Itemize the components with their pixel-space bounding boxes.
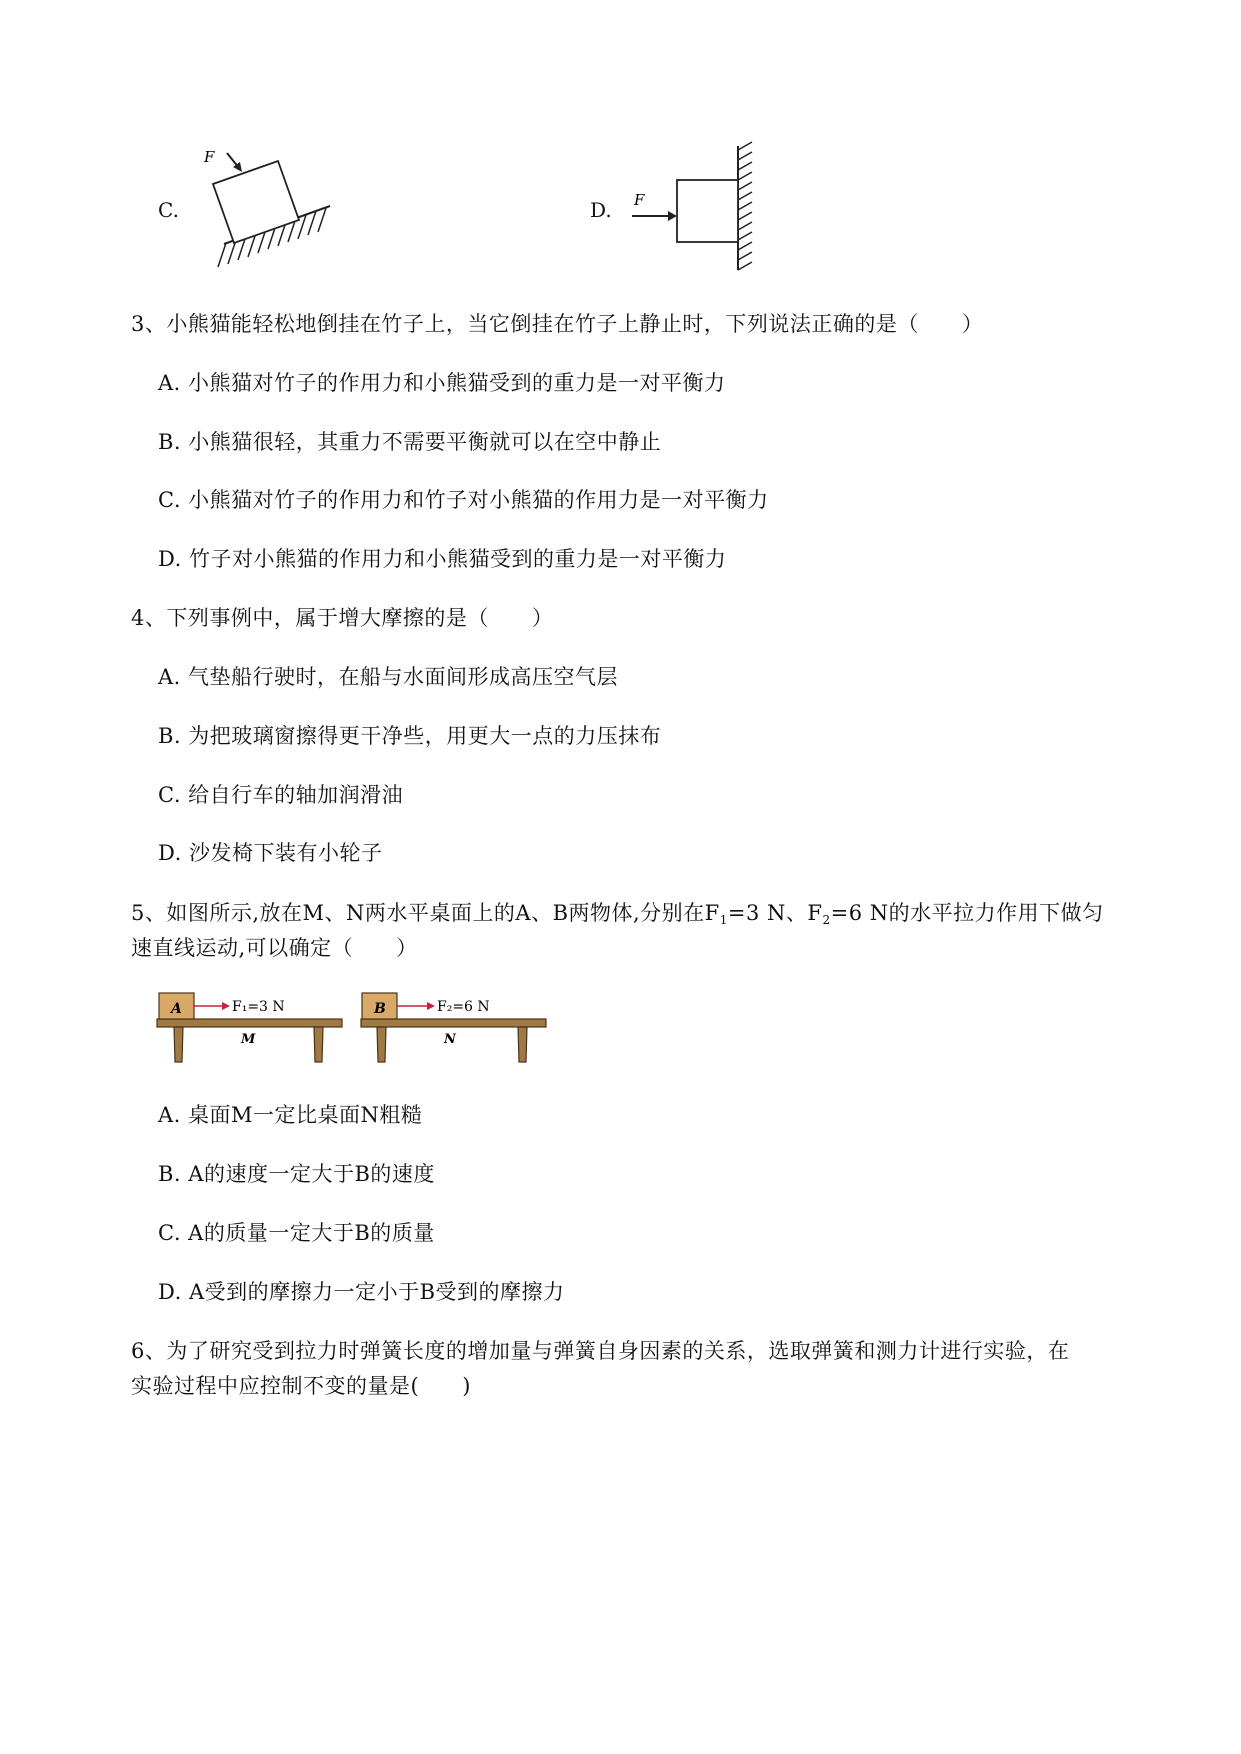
force-arrowhead [668, 211, 677, 221]
question-4-option-d: D. 沙发椅下装有小轮子 [158, 841, 383, 865]
incline-block [213, 161, 299, 243]
table-m-label: M [241, 1032, 256, 1047]
question-3-option-c: C. 小熊猫对竹子的作用力和竹子对小熊猫的作用力是一对平衡力 [158, 488, 769, 512]
question-4-stem: 4、下列事例中，属于增大摩擦的是（ ） [131, 606, 554, 630]
question-6-stem-line1: 6、为了研究受到拉力时弹簧长度的增加量与弹簧自身因素的关系，选取弹簧和测力计进行实验，在 [131, 1339, 1070, 1363]
block-a-label: A [171, 1001, 182, 1017]
wall-block [677, 180, 738, 242]
question-5-stem [131, 897, 1104, 927]
question-4-option-a: A. 气垫船行驶时，在船与水面间形成高压空气层 [158, 665, 619, 689]
question-3-stem: 3、小熊猫能轻松地倒挂在竹子上，当它倒挂在竹子上静止时，下列说法正确的是（ ） [131, 312, 984, 336]
question-5-stem-part: =3 N、F [727, 901, 823, 925]
question-5-stem-part: 5、如图所示,放在M、N两水平桌面上的A、B两物体,分别在F [131, 901, 720, 925]
question-3-option-b: B. 小熊猫很轻，其重力不需要平衡就可以在空中静止 [158, 430, 662, 454]
question-5-stem-line2: 速直线运动,可以确定（ ） [131, 936, 418, 960]
question-5-option-d: D. A受到的摩擦力一定小于B受到的摩擦力 [158, 1280, 565, 1304]
force-label-d: F [634, 191, 645, 209]
question-3-option-d: D. 竹子对小熊猫的作用力和小熊猫受到的重力是一对平衡力 [158, 547, 727, 571]
question-5-option-c: C. A的质量一定大于B的质量 [158, 1221, 435, 1245]
force-a-label: F₁=3 N [232, 999, 285, 1015]
force-label-c: F [204, 148, 215, 166]
block-b-label: B [374, 1001, 386, 1017]
force-b-label: F₂=6 N [437, 999, 490, 1015]
question-3-option-a: A. 小熊猫对竹子的作用力和小熊猫受到的重力是一对平衡力 [158, 371, 726, 395]
question-5-option-b: B. A的速度一定大于B的速度 [158, 1162, 435, 1186]
question-6-stem-line2: 实验过程中应控制不变的量是( ) [131, 1374, 471, 1398]
question-5-stem-part: =6 N的水平拉力作用下做匀 [830, 901, 1104, 925]
subscript: 1 [719, 913, 728, 927]
question-4-option-c: C. 给自行车的轴加润滑油 [158, 783, 404, 807]
question-5-option-a: A. 桌面M一定比桌面N粗糙 [158, 1103, 423, 1127]
wall-diagram [626, 140, 766, 275]
option-c-label: C. [158, 198, 179, 222]
table-n-label: N [444, 1032, 456, 1047]
wall-hatching [738, 142, 752, 270]
incline-diagram [196, 140, 346, 275]
force-arrowhead-b [427, 1002, 435, 1010]
subscript: 2 [822, 913, 831, 927]
option-d-label: D. [590, 198, 612, 222]
force-arrowhead-a [222, 1002, 230, 1010]
tables-figure [154, 986, 552, 1066]
question-4-option-b: B. 为把玻璃窗擦得更干净些，用更大一点的力压抹布 [158, 724, 662, 748]
